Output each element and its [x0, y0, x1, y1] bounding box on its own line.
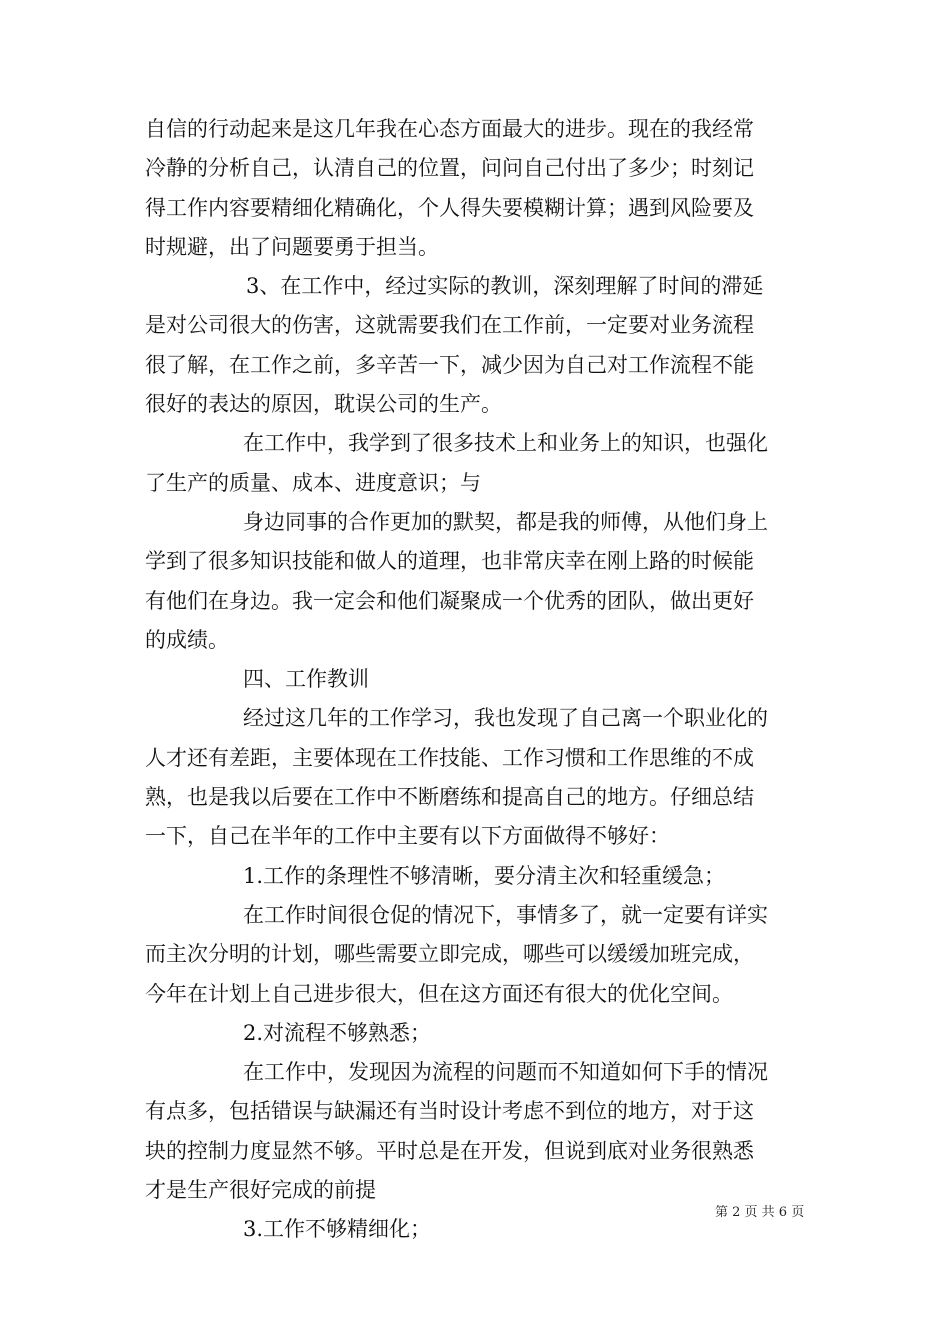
section-heading: 四、工作教训: [243, 667, 369, 692]
text-line: 人才还有差距，主要体现在工作技能、工作习惯和工作思维的不成: [145, 745, 754, 770]
text-line: 在工作中，我学到了很多技术上和业务上的知识，也强化: [243, 431, 768, 456]
text-line: 有他们在身边。我一定会和他们凝聚成一个优秀的团队，做出更好: [145, 588, 754, 613]
text-line: 有点多，包括错误与缺漏还有当时设计考虑不到位的地方，对于这: [145, 1099, 754, 1124]
text-line: 时规避，出了问题要勇于担当。: [145, 234, 439, 259]
text-line: 在工作中，发现因为流程的问题而不知道如何下手的情况: [243, 1060, 768, 1085]
text-line: 经过这几年的工作学习，我也发现了自己离一个职业化的: [243, 706, 768, 731]
document-body: [145, 110, 810, 1250]
page-number: 第 2 页 共 6 页: [715, 1205, 805, 1220]
text-line: 自信的行动起来是这几年我在心态方面最大的进步。现在的我经常: [145, 117, 754, 141]
text-line: 学到了很多知识技能和做人的道理，也非常庆幸在刚上路的时候能: [145, 549, 754, 574]
text-line: 今年在计划上自己进步很大，但在这方面还有很大的优化空间。: [145, 981, 733, 1006]
list-item-heading: 1.工作的条理性不够清晰，要分清主次和轻重缓急；: [243, 863, 726, 888]
text-line: 3、在工作中，经过实际的教训，深刻理解了时间的滞延: [246, 274, 764, 299]
text-line: 是对公司很大的伤害，这就需要我们在工作前，一定要对业务流程: [145, 313, 754, 338]
text-line: 身边同事的合作更加的默契，都是我的师傅，从他们身上: [243, 509, 768, 534]
text-line: 而主次分明的计划，哪些需要立即完成，哪些可以缓缓加班完成，: [145, 942, 754, 967]
text-line: 在工作时间很仓促的情况下，事情多了，就一定要有详实: [243, 902, 768, 927]
list-item-heading: 3.工作不够精细化；: [243, 1217, 432, 1242]
text-line: 了生产的质量、成本、进度意识；与: [145, 470, 481, 495]
text-line: 块的控制力度显然不够。平时总是在开发，但说到底对业务很熟悉: [145, 1138, 754, 1163]
text-line: 熟，也是我以后要在工作中不断磨练和提高自己的地方。仔细总结: [145, 785, 754, 810]
text-line: 冷静的分析自己，认清自己的位置，问问自己付出了多少；时刻记: [145, 156, 754, 181]
text-line: 很好的表达的原因，耽误公司的生产。: [145, 392, 502, 417]
text-line: 得工作内容要精细化精确化，个人得失要模糊计算；遇到风险要及: [145, 195, 754, 220]
text-line: 一下，自己在半年的工作中主要有以下方面做得不够好：: [145, 824, 670, 849]
text-line: 的成绩。: [145, 627, 229, 652]
list-item-heading: 2.对流程不够熟悉；: [243, 1020, 432, 1045]
text-line: 才是生产很好完成的前提: [145, 1178, 376, 1203]
text-line: 很了解，在工作之前，多辛苦一下，减少因为自己对工作流程不能: [145, 352, 754, 377]
